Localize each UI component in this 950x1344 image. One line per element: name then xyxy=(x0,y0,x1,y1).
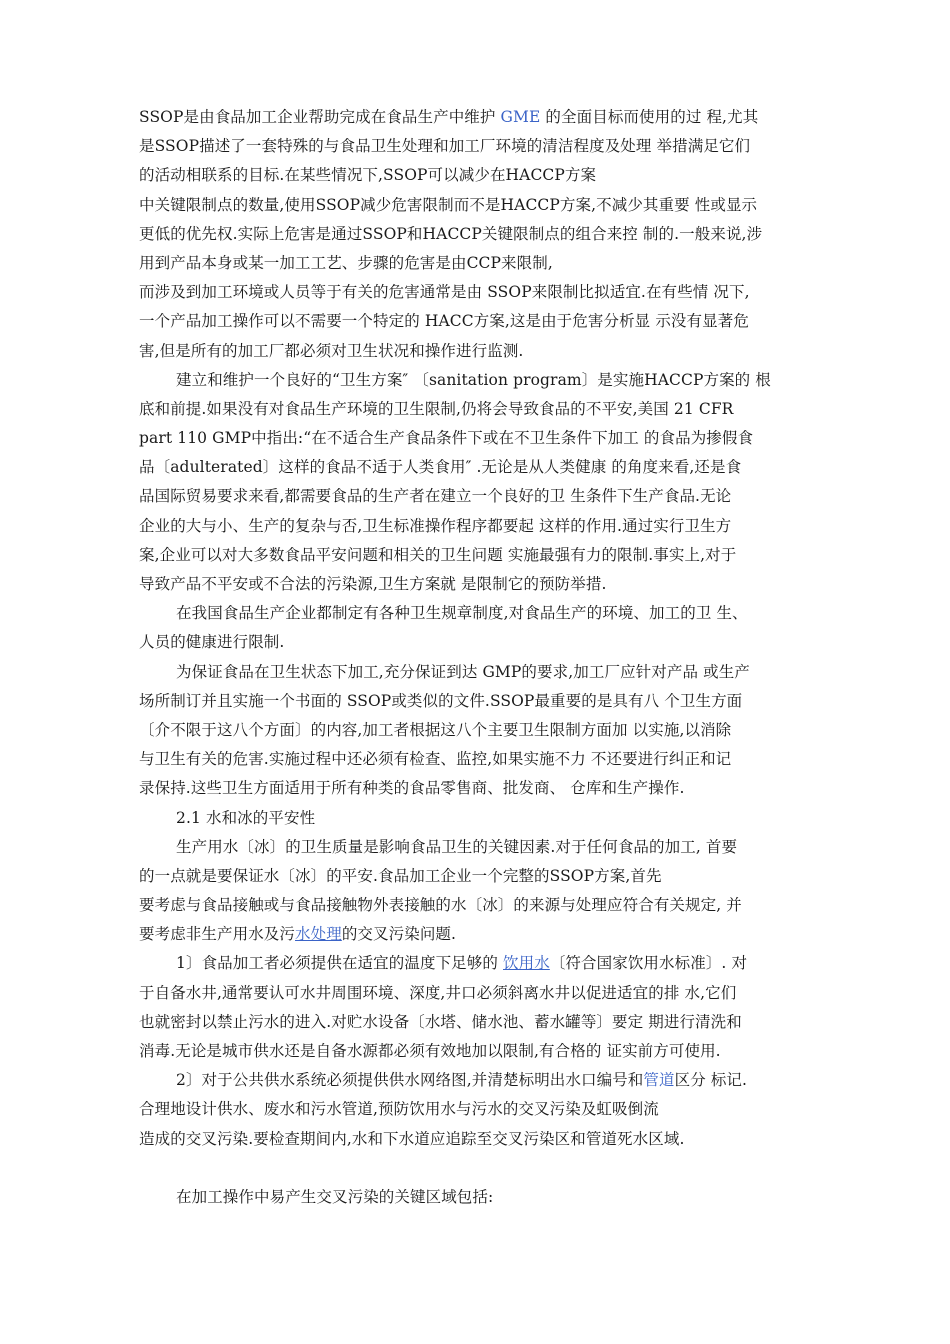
text-run: 的全面目标而使用的过 程,尤其 xyxy=(540,108,759,126)
text-line xyxy=(139,103,811,132)
text-run: 中关键限制点的数量,使用SSOP减少危害限制而不是HACCP方案,不减少其重要 性或显示 xyxy=(139,195,758,214)
text-run: 的交叉污染问题. xyxy=(341,925,457,944)
paragraph xyxy=(139,1183,811,1212)
text-run: 一个产品加工操作可以不需要一个特定的 HACC方案,这是由于危害分析显 示没有显著危 xyxy=(139,312,749,331)
text-line xyxy=(139,920,811,949)
text-line xyxy=(139,366,811,395)
text-run: 录保持.这些卫生方面适用于所有种类的食品零售商、批发商、 仓库和生产操作. xyxy=(139,779,685,798)
paragraph xyxy=(139,1095,811,1153)
text-run: 用到产品本身或某一加工工艺、步骤的危害是由CCP来限制, xyxy=(139,253,553,272)
text-run: 2〕对于公共供水系统必须提供供水网络图,并清楚标明出水口编号和 xyxy=(176,1071,644,1090)
text-run: 2.1 水和冰的平安性 xyxy=(176,808,316,827)
paragraph xyxy=(139,103,811,191)
text-run: 的一点就是要保证水〔冰〕的平安.食品加工企业一个完整的SSOP方案,首先 xyxy=(139,866,662,885)
text-line xyxy=(139,482,811,511)
text-run: 品〔adulterated〕这样的食品不适于人类食用″ .无论是从人类健康 的角度来看,还是食 xyxy=(139,458,742,477)
blank-line xyxy=(139,1154,811,1183)
text-line xyxy=(139,424,811,453)
text-run: 1〕食品加工者必须提供在适宜的温度下足够的 xyxy=(176,954,503,973)
text-run: 场所制订并且实施一个书面的 SSOP或类似的文件.SSOP最重要的是具有八 个卫生方面 xyxy=(139,691,743,710)
paragraph xyxy=(139,658,811,804)
text-line xyxy=(139,220,811,249)
text-line xyxy=(139,1037,811,1066)
text-run: 建立和维护一个良好的“卫生方案″ 〔sanitation program〕是实施HACCP方案的 根 xyxy=(176,370,771,389)
paragraph xyxy=(139,891,811,949)
text-line xyxy=(139,949,811,978)
text-run: 是SSOP描述了一套特殊的与食品卫生处理和加工厂环境的清洁程度及处理 举措满足它们 xyxy=(139,137,751,156)
text-run: 在我国食品生产企业都制定有各种卫生规章制度,对食品生产的环境、加工的卫 生、 xyxy=(176,604,748,623)
text-line xyxy=(139,541,811,570)
text-run: 害,但是所有的加工厂都必须对卫生状况和操作进行监测. xyxy=(139,341,524,360)
text-run: 导致产品不平安或不合法的污染源,卫生方案就 是限制它的预防举措. xyxy=(139,575,607,593)
text-run: 生产用水〔冰〕的卫生质量是影响食品卫生的关键因素.对于任何食品的加工, 首要 xyxy=(176,837,738,856)
text-line xyxy=(139,774,811,803)
paragraph xyxy=(139,1066,811,1095)
text-run: 区分 标记. xyxy=(674,1071,748,1090)
paragraph xyxy=(139,804,811,833)
text-line xyxy=(139,745,811,774)
text-run: 的活动相联系的目标.在某些情况下,SSOP可以减少在HACCP方案 xyxy=(139,166,597,185)
text-run: 于自备水井,通常要认可水井周围环境、深度,井口必须斜离水井以促进适宜的排 水,它们 xyxy=(139,983,737,1002)
text-line xyxy=(139,1183,811,1212)
text-run: 更低的优先权.实际上危害是通过SSOP和HACCP关键限制点的组合来控 制的.一般来说,涉 xyxy=(139,224,763,243)
paragraph xyxy=(139,949,811,1066)
text-line xyxy=(139,161,811,190)
paragraph xyxy=(139,833,811,891)
text-run: 合理地设计供水、废水和污水管道,预防饮用水与污水的交叉污染及虹吸倒流 xyxy=(139,1100,659,1119)
text-line xyxy=(139,979,811,1008)
paragraph xyxy=(139,366,811,600)
text-line xyxy=(139,512,811,541)
text-run: 而涉及到加工环境或人员等于有关的危害通常是由 SSOP来限制比拟适宜.在有些情 况下, xyxy=(139,283,750,302)
text-link[interactable]: 水处理 xyxy=(295,925,342,944)
text-line xyxy=(139,395,811,424)
text-line xyxy=(139,628,811,657)
text-run: 消毒.无论是城市供水还是自备水源都必须有效地加以限制,有合格的 证实前方可使用. xyxy=(139,1042,721,1060)
text-run: 要考虑与食品接触或与食品接触物外表接触的水〔冰〕的来源与处理应符合有关规定, 并 xyxy=(139,896,742,915)
text-line xyxy=(139,1066,811,1095)
text-run: 也就密封以禁止污水的进入.对贮水设备〔水塔、储水池、蓄水罐等〕要定 期进行清洗和 xyxy=(139,1012,742,1031)
text-line xyxy=(139,307,811,336)
text-run: 品国际贸易要求来看,都需要食品的生产者在建立一个良好的卫 生条件下生产食品.无论 xyxy=(139,487,732,506)
text-run: 造成的交叉污染.要检查期间内,水和下水道应追踪至交叉污染区和管道死水区域. xyxy=(139,1129,685,1148)
text-link[interactable]: 管道 xyxy=(643,1071,675,1090)
text-run: 企业的大与小、生产的复杂与否,卫生标准操作程序都要起 这样的作用.通过实行卫生方 xyxy=(139,516,732,535)
text-line xyxy=(139,804,811,833)
text-line xyxy=(139,833,811,862)
text-line xyxy=(139,658,811,687)
text-run: 〔符合国家饮用水标准〕. 对 xyxy=(549,954,748,973)
text-line xyxy=(139,278,811,307)
text-line xyxy=(139,249,811,278)
paragraph xyxy=(139,191,811,279)
text-line xyxy=(139,1125,811,1154)
text-line xyxy=(139,337,811,366)
text-line xyxy=(139,891,811,920)
text-run: 与卫生有关的危害.实施过程中还必须有检查、监控,如果实施不力 不还要进行纠正和记 xyxy=(139,750,732,769)
document-body xyxy=(139,103,811,1212)
text-link[interactable]: GME xyxy=(500,108,541,126)
text-line xyxy=(139,687,811,716)
text-run: 人员的健康进行限制. xyxy=(139,633,285,652)
text-run: 为保证食品在卫生状态下加工,充分保证到达 GMP的要求,加工厂应针对产品 或生产 xyxy=(176,662,750,681)
text-run: 在加工操作中易产生交叉污染的关键区域包括: xyxy=(176,1187,494,1206)
text-run: 底和前提.如果没有对食品生产环境的卫生限制,仍将会导致食品的不平安,美国 21 CFR xyxy=(139,399,734,418)
paragraph xyxy=(139,278,811,366)
text-line xyxy=(139,132,811,161)
paragraph xyxy=(139,599,811,657)
text-line xyxy=(139,570,811,599)
text-line xyxy=(139,191,811,220)
text-run: 〔介不限于这八个方面〕的内容,加工者根据这八个主要卫生限制方面加 以实施,以消除 xyxy=(139,720,732,739)
text-line xyxy=(139,453,811,482)
text-line xyxy=(139,1008,811,1037)
text-run: 要考虑非生产用水及污 xyxy=(139,925,296,944)
text-run: 案,企业可以对大多数食品平安问题和相关的卫生问题 实施最强有力的限制.事实上,对于 xyxy=(139,545,737,564)
text-line xyxy=(139,599,811,628)
text-line xyxy=(139,716,811,745)
text-link[interactable]: 饮用水 xyxy=(503,954,550,973)
text-line xyxy=(139,1095,811,1124)
text-run: part 110 GMP中指出:“在不适合生产食品条件下或在不卫生条件下加工 的食品为掺假食 xyxy=(139,429,754,448)
text-line xyxy=(139,862,811,891)
text-run: SSOP是由食品加工企业帮助完成在食品生产中维护 xyxy=(139,108,501,126)
